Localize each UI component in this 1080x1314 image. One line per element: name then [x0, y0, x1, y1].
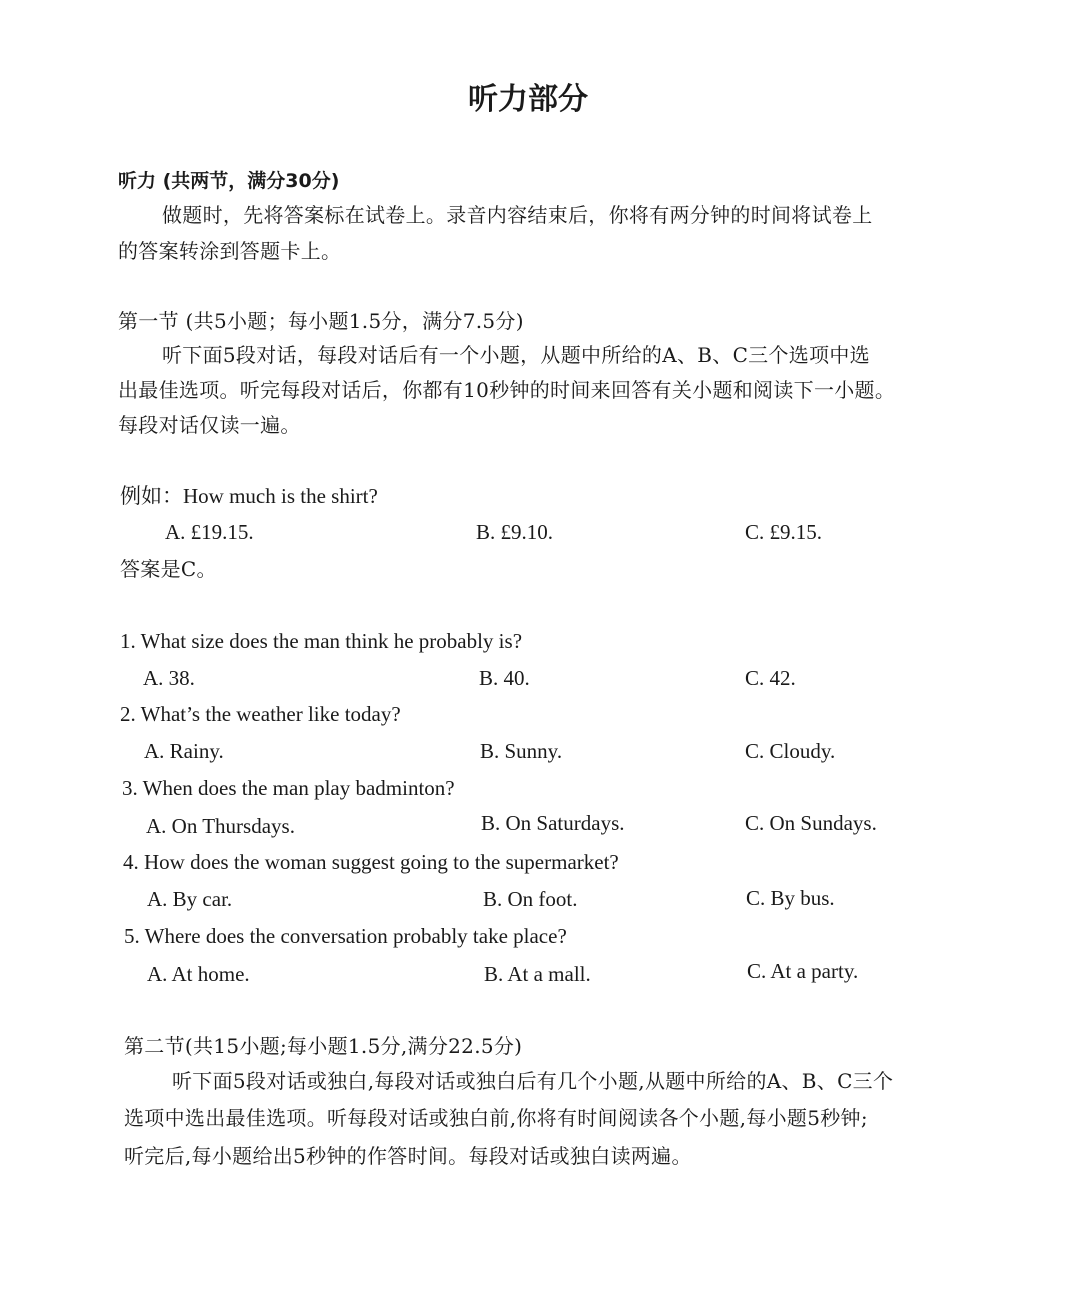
question-5-option-b: B. At a mall. — [484, 962, 591, 986]
question-4: 4. How does the woman suggest going to the supermarket? — [123, 850, 619, 874]
example-question: 例如：How much is the shirt? — [120, 484, 378, 508]
section1-para-line-3: 每段对话仅读一遍。 — [118, 413, 301, 437]
question-5: 5. Where does the conversation probably take place? — [124, 924, 567, 948]
question-1-option-a: A. 38. — [143, 666, 195, 690]
question-4-option-c: C. By bus. — [746, 886, 835, 910]
section1-para-line-2: 出最佳选项。听完每段对话后，你都有10秒钟的时间来回答有关小题和阅读下一小题。 — [118, 378, 896, 402]
question-1-option-c: C. 42. — [745, 666, 796, 690]
question-4-option-a: A. By car. — [147, 887, 233, 911]
example-option-b: B. £9.10. — [476, 520, 554, 544]
section2-heading: 第二节(共15小题;每小题1.5分,满分22.5分) — [124, 1034, 523, 1058]
question-1: 1. What size does the man think he probably is? — [120, 629, 523, 653]
page-title: 听力部分 — [468, 82, 588, 117]
section2-para-line-2: 选项中选出最佳选项。听每段对话或独白前,你将有时间阅读各个小题,每小题5秒钟; — [124, 1106, 868, 1130]
question-2-option-c: C. Cloudy. — [745, 739, 836, 763]
question-3-option-b: B. On Saturdays. — [481, 811, 625, 835]
question-4-option-b: B. On foot. — [483, 887, 578, 911]
question-3-option-c: C. On Sundays. — [745, 811, 877, 835]
example-answer: 答案是C。 — [120, 557, 217, 581]
question-2: 2. What’s the weather like today? — [120, 702, 401, 726]
section1-para-line-1: 听下面5段对话，每段对话后有一个小题，从题中所给的A、B、C三个选项中选 — [162, 343, 870, 367]
listening-intro-line-1: 做题时，先将答案标在试卷上。录音内容结束后，你将有两分钟的时间将试卷上 — [162, 203, 873, 227]
listening-heading: 听力 (共两节，满分30分) — [118, 170, 340, 192]
question-2-option-b: B. Sunny. — [480, 739, 563, 763]
example-option-c: C. £9.15. — [745, 520, 823, 544]
example-option-a: A. £19.15. — [165, 520, 254, 544]
section2-para-line-1: 听下面5段对话或独白,每段对话或独白后有几个小题,从题中所给的A、B、C三个 — [172, 1069, 894, 1093]
section2-para-line-3: 听完后,每小题给出5秒钟的作答时间。每段对话或独白读两遍。 — [124, 1144, 692, 1168]
question-3-option-a: A. On Thursdays. — [146, 814, 295, 838]
question-1-option-b: B. 40. — [479, 666, 530, 690]
section1-heading: 第一节 (共5小题；每小题1.5分，满分7.5分) — [118, 309, 524, 333]
question-3: 3. When does the man play badminton? — [122, 776, 455, 800]
listening-intro-line-2: 的答案转涂到答题卡上。 — [118, 239, 342, 263]
question-2-option-a: A. Rainy. — [144, 739, 224, 763]
question-5-option-c: C. At a party. — [747, 959, 859, 983]
question-5-option-a: A. At home. — [147, 962, 250, 986]
